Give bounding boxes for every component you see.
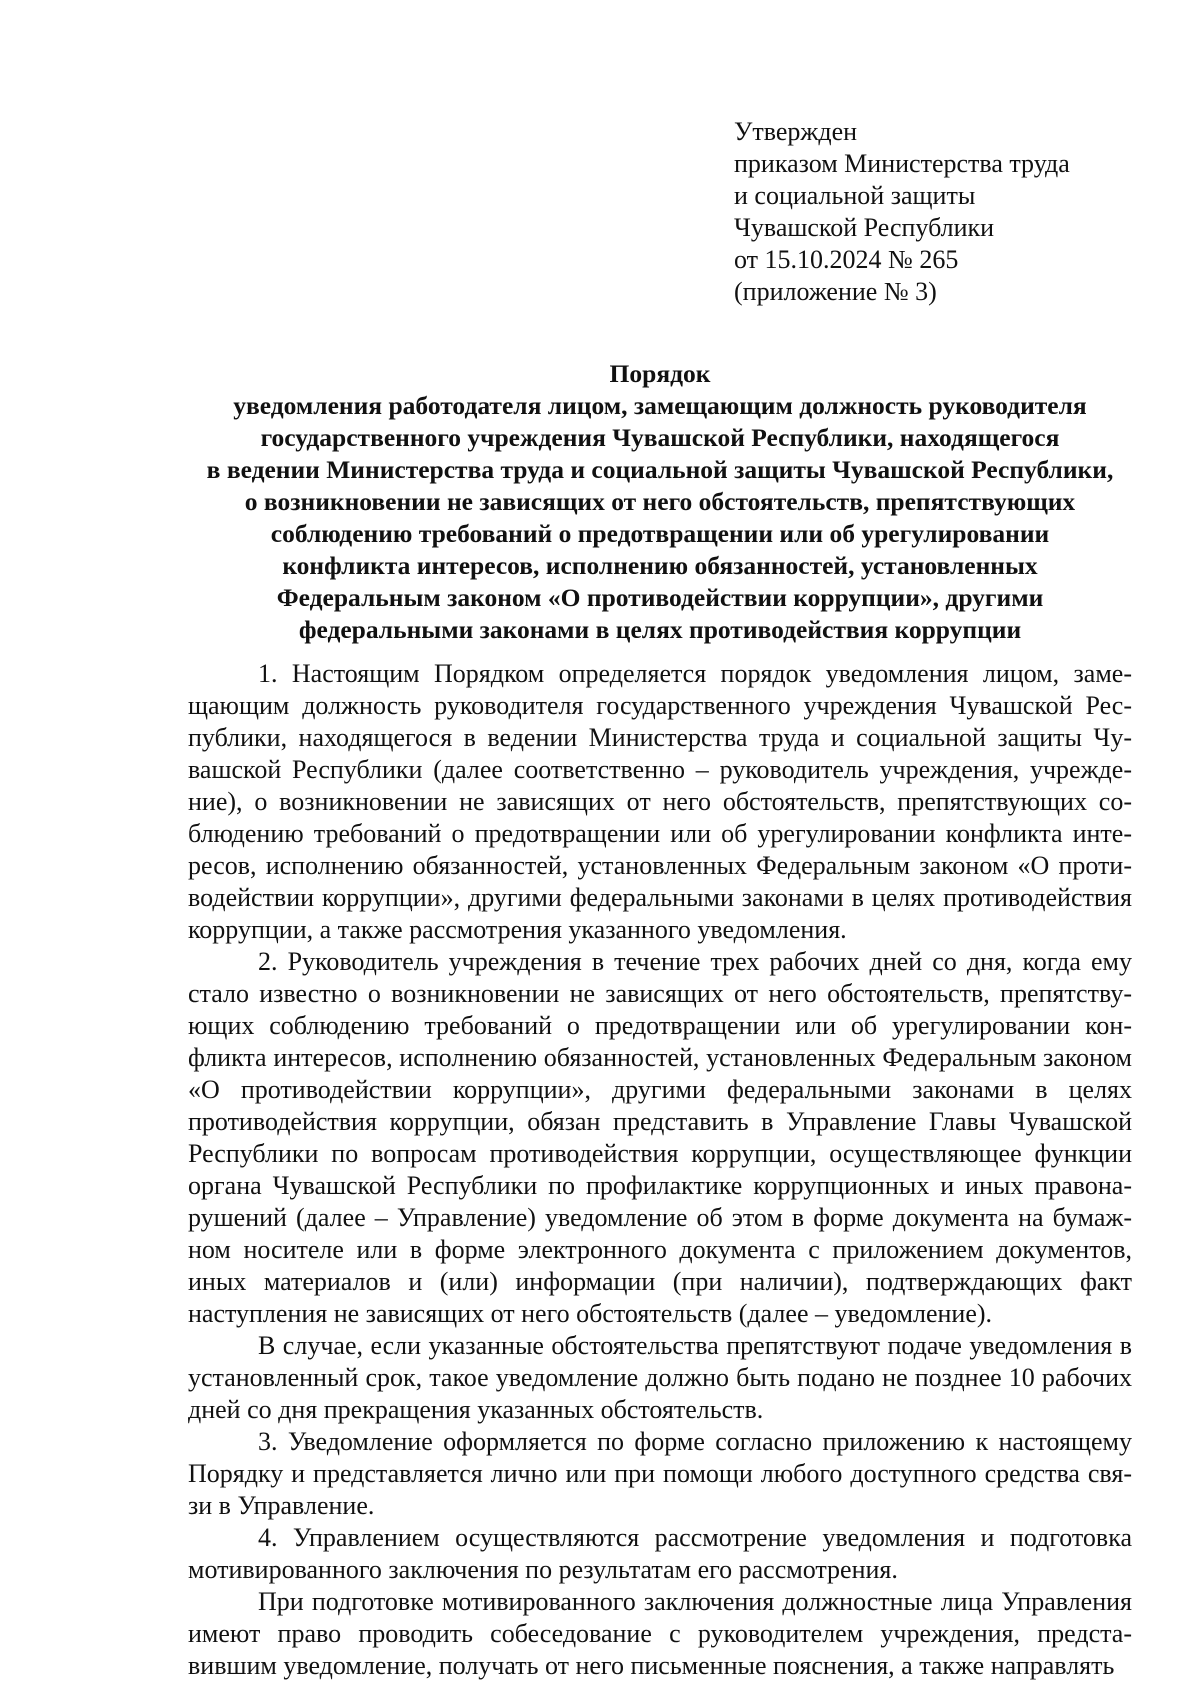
body-paragraph-2: 2. Руководитель учреждения в течение трех рабочих дней со дня, когда ему стало известно о возникновении не зависящих от него обстоятельств, препятствующих соблюдению требований о предотвращении или об урегулировании конфликта интересов, исполнению обязанностей, установленных Федеральным законом «О противодействии коррупции», другими федеральными законами в целях противодействия коррупции, обязан представить в Управление Главы Чувашской Республики по вопросам противодействия коррупции, осуществляющее функции органа Чувашской Республики по профилактике коррупционных и иных правонарушений (далее – Управление) уведомление об этом в форме документа на бумажном носителе или в форме электронного документа с приложением документов, иных материалов и (или) информации (при наличии), подтверждающих факт наступления не зависящих от него обстоятельств (далее – уведомление). bbox=[188, 947, 1132, 1328]
title-subtitle-line: о возникновении не зависящих от него обстоятельств, препятствующих bbox=[244, 487, 1076, 516]
title-subtitle-line: уведомления работодателя лицом, замещающим должность руководителя bbox=[233, 391, 1087, 420]
body-paragraph-2-continued: В случае, если указанные обстоятельства препятствуют подаче уведомления в установленный срок, такое уведомление должно быть подано не позднее 10 рабочих дней со дня прекращения указанных обстоятельств. bbox=[188, 1331, 1132, 1424]
body-paragraph-4-continued: При подготовке мотивированного заключения должностные лица Управления имеют право проводить собеседование с руководителем учреждения, представившим уведомление, получать от него письменные пояснения, а также направлять bbox=[188, 1587, 1132, 1680]
title-subtitle-line: государственного учреждения Чувашской Республики, находящегося bbox=[260, 423, 1060, 452]
approval-line: от 15.10.2024 № 265 bbox=[734, 245, 959, 274]
title-subtitle-line: в ведении Министерства труда и социальной защиты Чувашской Республики, bbox=[206, 455, 1114, 484]
approval-line: приказом Министерства труда bbox=[734, 149, 1070, 178]
title-subtitle-line: федеральными законами в целях противодействия коррупции bbox=[298, 615, 1022, 644]
title-subtitle-line: соблюдению требований о предотвращении или об урегулировании bbox=[270, 519, 1050, 548]
approval-stamp bbox=[734, 116, 1154, 308]
body-paragraph-3: 3. Уведомление оформляется по форме согласно приложению к настоящему Порядку и представляется лично или при помощи любого доступного средства связи в Управление. bbox=[188, 1427, 1132, 1520]
body-paragraph-4: 4. Управлением осуществляются рассмотрение уведомления и подготовка мотивированного заключения по результатам его рассмотрения. bbox=[188, 1523, 1132, 1584]
document-title bbox=[150, 358, 1170, 646]
title-subtitle-line: конфликта интересов, исполнению обязанностей, установленных bbox=[282, 551, 1038, 580]
document-body bbox=[188, 658, 1132, 1682]
approval-line: и социальной защиты bbox=[734, 181, 976, 210]
approval-line: Чувашской Республики bbox=[734, 213, 995, 242]
title-heading: Порядок bbox=[609, 359, 711, 388]
approval-line: Утвержден bbox=[734, 117, 858, 146]
title-subtitle-line: Федеральным законом «О противодействии коррупции», другими bbox=[276, 583, 1044, 612]
body-paragraph-1: 1. Настоящим Порядком определяется порядок уведомления лицом, замещающим должность руководителя государственного учреждения Чувашской Республики, находящегося в ведении Министерства труда и социальной защиты Чувашской Республики (далее соответственно – руководитель учреждения, учреждение), о возникновении не зависящих от него обстоятельств, препятствующих соблюдению требований о предотвращении или об урегулировании конфликта интересов, исполнению обязанностей, установленных Федеральным законом «О противодействии коррупции», другими федеральными законами в целях противодействия коррупции, а также рассмотрения указанного уведомления. bbox=[188, 659, 1132, 944]
approval-line: (приложение № 3) bbox=[734, 277, 937, 306]
